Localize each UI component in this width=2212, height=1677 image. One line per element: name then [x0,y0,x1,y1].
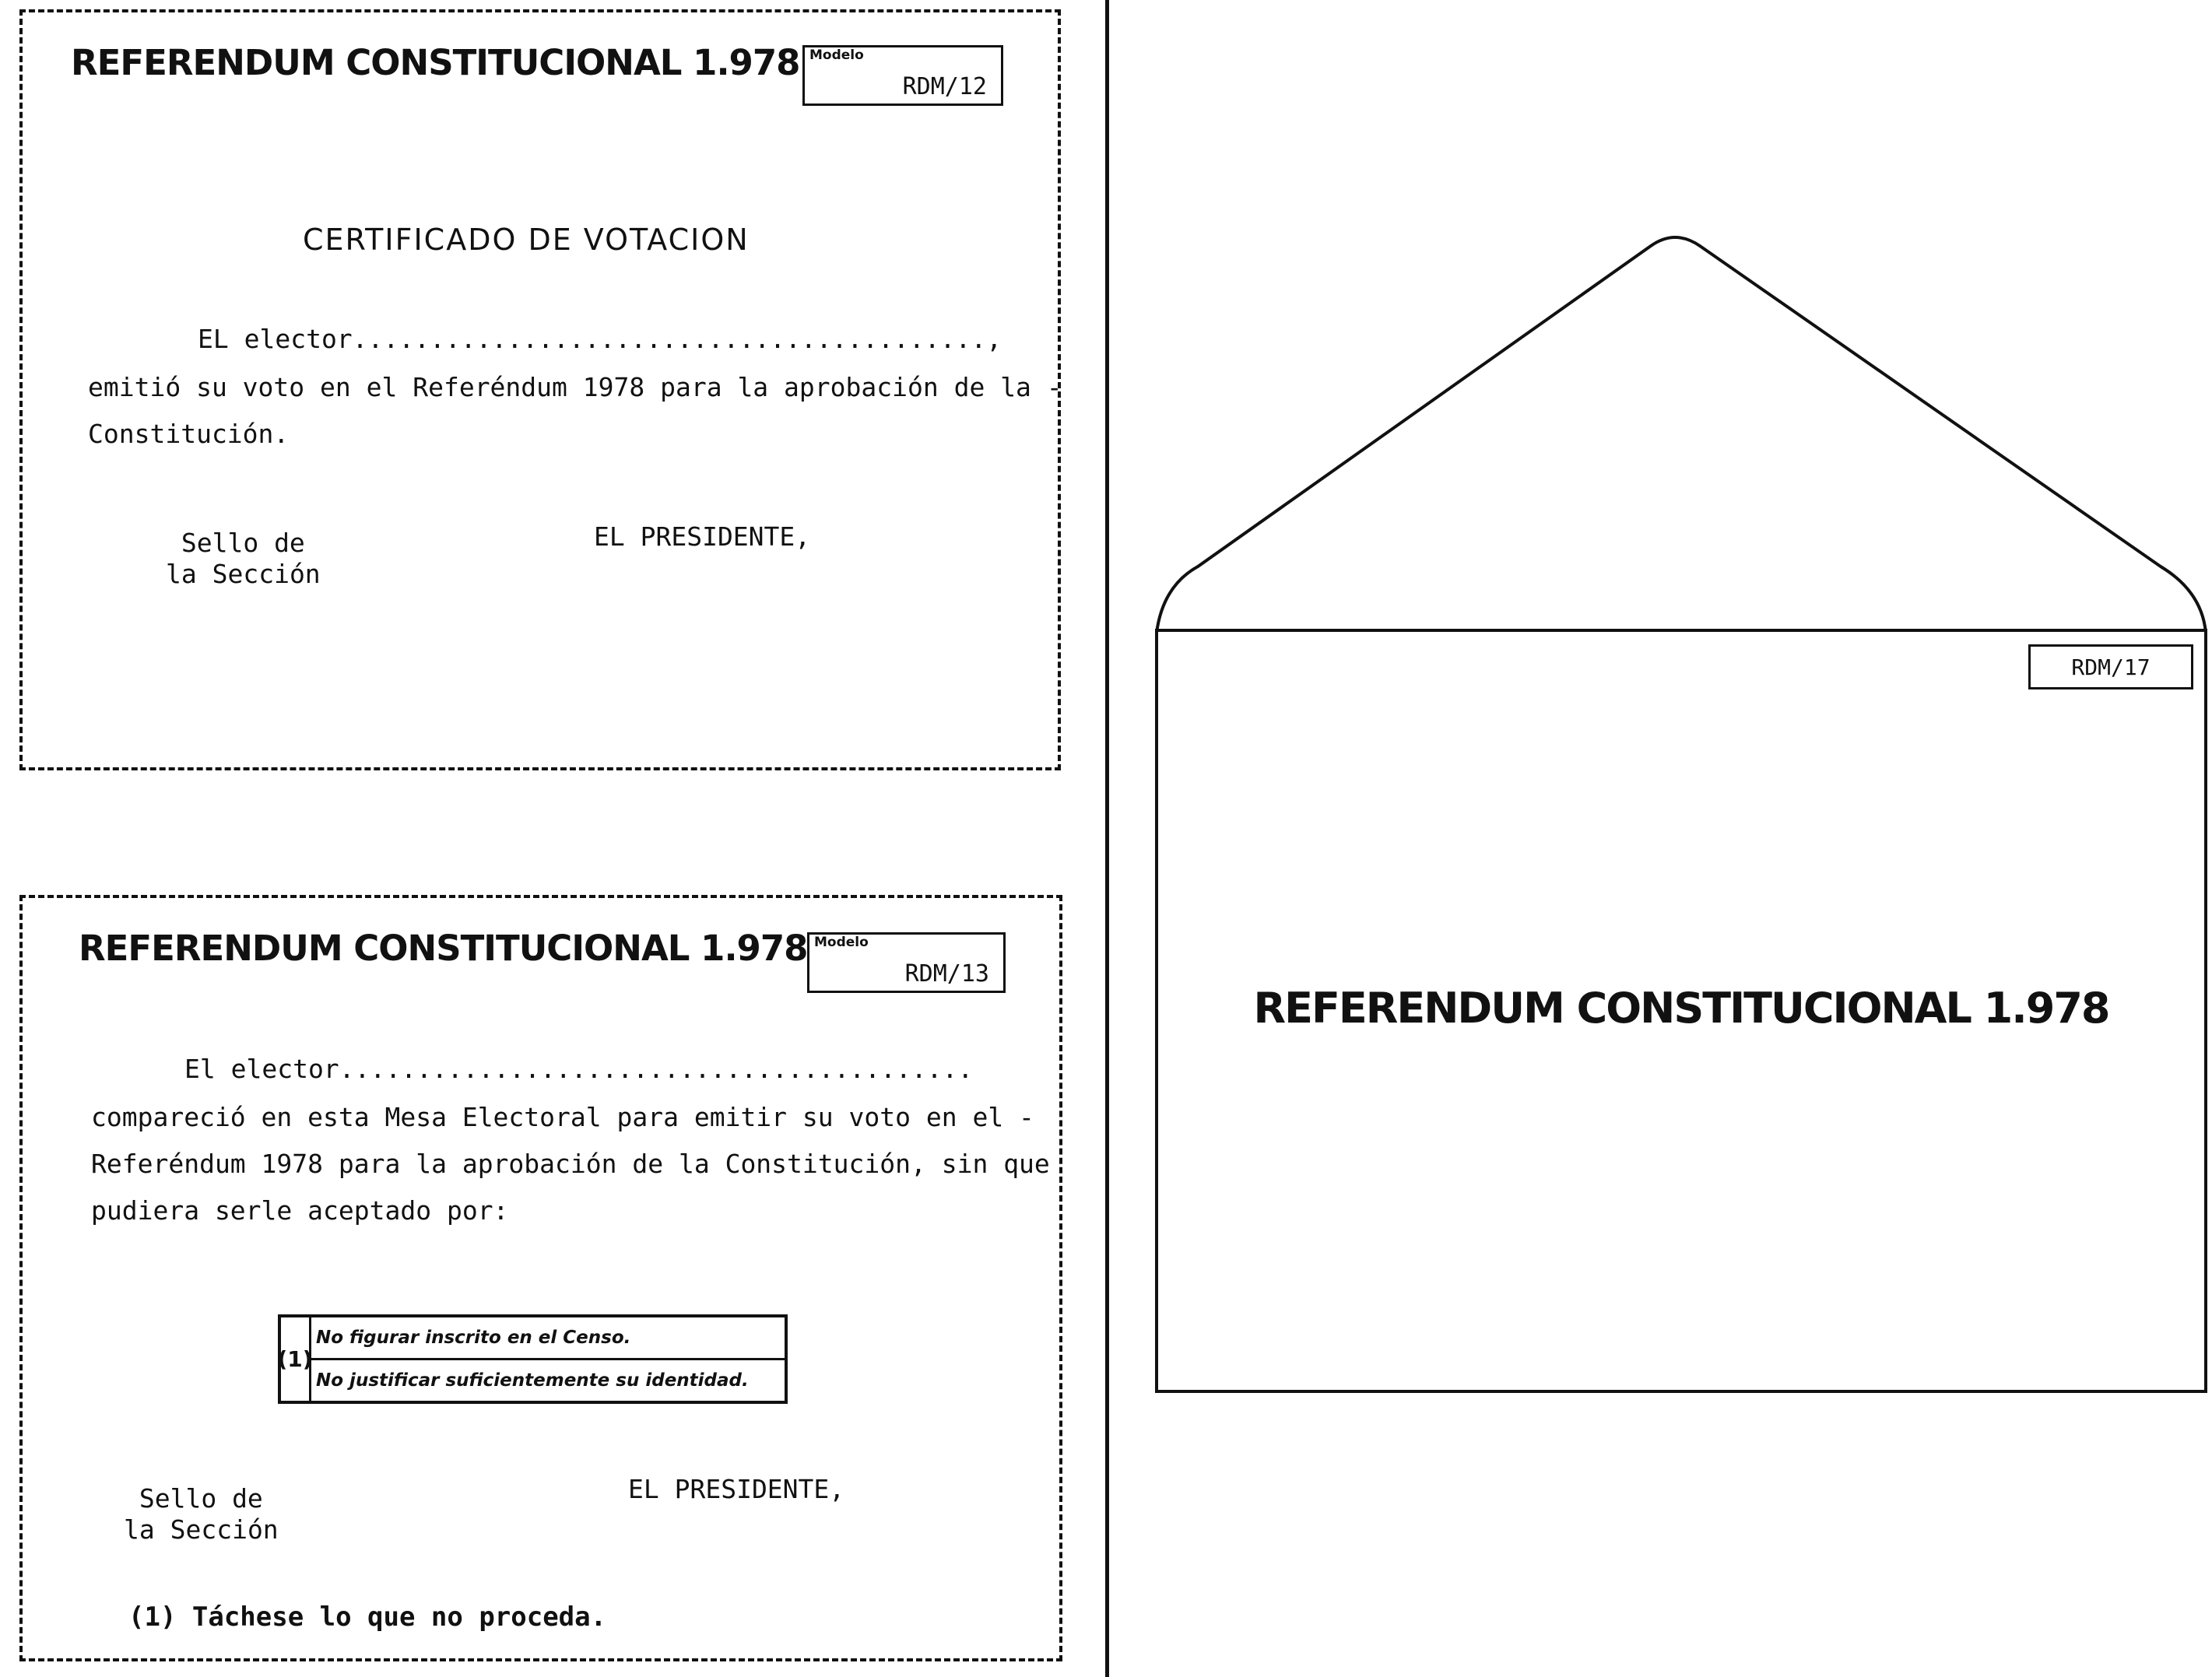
envelope-code: RDM/17 [2071,654,2151,680]
body-line: compareció en esta Mesa Electoral para emitir su voto en el - [91,1102,1034,1132]
vertical-divider [1105,0,1109,1677]
elector-line: EL elector........................................., [198,324,1002,354]
certificate-card-rdm13 [19,895,1062,1661]
president-label: EL PRESIDENTE, [594,521,811,552]
model-box [802,45,1003,106]
body-line: Referéndum 1978 para la aprobación de la Constitución, sin que [91,1149,1050,1179]
option-item: No figurar inscrito en el Censo. [316,1328,631,1348]
elector-line: El elector......................................... [184,1054,974,1084]
envelope-rdm17 [1155,232,2207,1393]
president-label: EL PRESIDENTE, [628,1474,845,1504]
model-box [807,932,1006,993]
body-line: emitió su voto en el Referéndum 1978 para la aprobación de la - [88,372,1062,402]
certificate-heading: CERTIFICADO DE VOTACION [303,223,750,257]
seal-label: Sello de la Sección [124,1483,279,1545]
model-code: RDM/13 [904,960,989,988]
card-title: REFERENDUM CONSTITUCIONAL 1.978 [79,928,808,969]
footnote: (1) Táchese lo que no proceda. [128,1602,607,1633]
model-label: Modelo [814,935,869,950]
body-line: Constitución. [88,419,290,449]
options-table [278,1314,788,1404]
option-item: No justificar suficientemente su identidad. [311,1358,785,1401]
envelope-code-box [2028,644,2193,689]
model-label: Modelo [809,47,864,63]
model-code: RDM/12 [902,73,987,100]
envelope-title: REFERENDUM CONSTITUCIONAL 1.978 [1253,984,2109,1033]
envelope-body [1155,629,2207,1393]
card-title: REFERENDUM CONSTITUCIONAL 1.978 [71,42,800,83]
envelope-flap [1155,232,2207,637]
body-line: pudiera serle aceptado por: [91,1195,509,1226]
seal-label: Sello de la Sección [166,528,321,589]
certificate-card-rdm12 [19,9,1061,770]
option-marker: (1) [281,1317,311,1401]
